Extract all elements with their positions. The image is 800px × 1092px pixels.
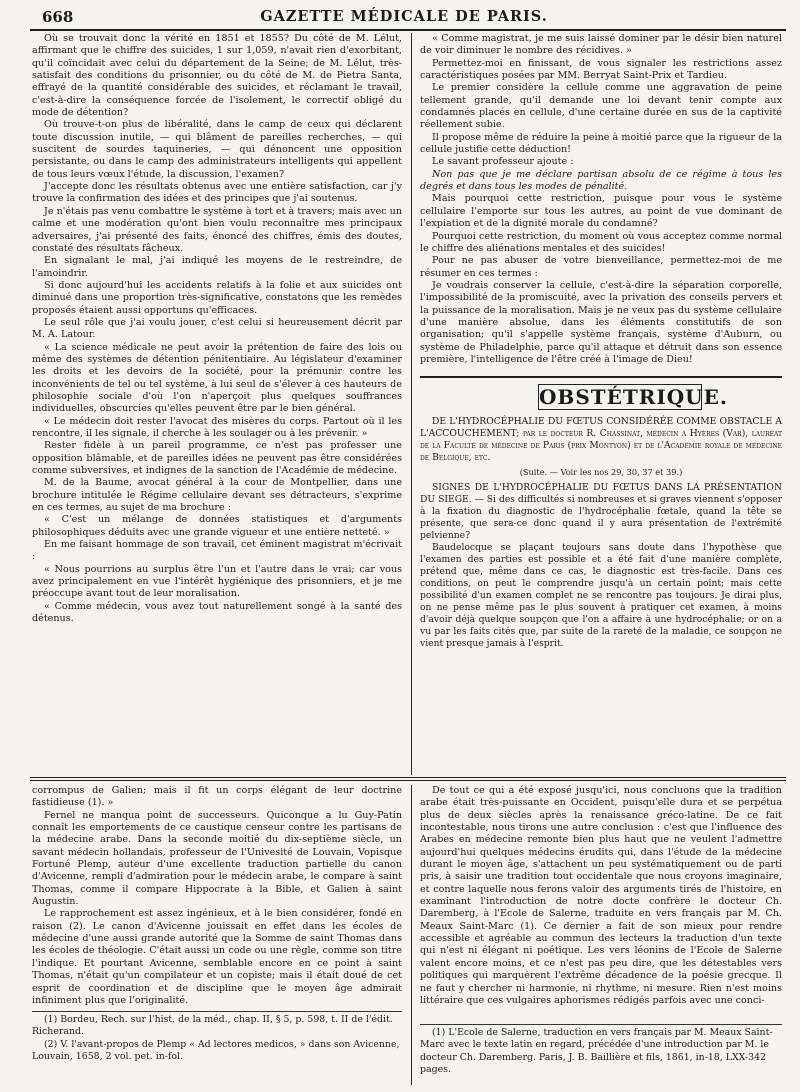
paragraph: Mais pourquoi cette restriction, puisque pour vous le système cellulaire l'emporte sur tous les autres, au point de vue dominant de l'expiation et de la dignité morale du condamné? <box>420 193 782 230</box>
quote-paragraph: « La science médicale ne peut avoir la prétention de faire des lois ou même des systèmes de détention pénitentiaire. Au législateur d'examiner les droits et les devoirs de la société, pour la prémunir contre les inconvénients de tel ou tel système, à lui seul de s'élever à ces hauteurs de philosophie sociale d'où l'on n'aperçoit plus quelques souffrances individuelles, obscurcies qu'elles peuvent être par le bien général. <box>32 341 402 415</box>
band-rule <box>30 777 786 778</box>
paragraph: Pour ne pas abuser de votre bienveillance, permettez-moi de me résumer en ces termes : <box>420 255 782 279</box>
paragraph: Baudelocque se plaçant toujours sans doute dans l'hypothèse que l'examen des parties est possible et a été fait d'une manière complète, prétend que, même dans ce cas, le diagnostic est très-facile. Dans ces conditions, on peut le comprendre jusqu'à un certain point; mais cette possibilité d'un examen complet ne se rencontre pas toujours. Je dirai plus, on ne pense même pas le plus souvent à pratiquer cet examen, à moins d'avoir déjà quelque soupçon que l'on a affaire à une hydrocéphalie; or on a vu par les faits cités que, par suite de la rareté de la maladie, ce soupçon ne vient presque jamais à l'esprit. <box>420 542 782 650</box>
paragraph: corrompus de Galien; mais il fit un corps élégant de leur doctrine fastidieuse (1). » <box>32 785 402 809</box>
paragraph: Je voudrais conserver la cellule, c'est-à-dire la séparation corporelle, l'impossibilité de la promiscuité, avec la privation des conseils pervers et la puissance de la moralisation. Mais je ne veux pas du système cellulaire d'une manière absolue, dans les éléments constitutifs de son organisation; qu'il s'appelle système français, système d'Auburn, ou système de Philadelphie, parce qu'il attaque et détruit dans son essence première, l'intelligence de l'être créé à l'image de Dieu! <box>420 279 782 365</box>
footnotes-right <box>420 1027 782 1076</box>
paragraph: Fernel ne manqua point de successeurs. Quiconque a lu Guy-Patin connaît les emportements de ce caustique censeur contre les partisans de la médecine arabe. Dans la seconde moitié du dix-septième siècle, un savant médecin hollandais, professeur de l'Univesité de Louvain, Vopisque Fortuné Plemp, auteur d'une excellente traduction partielle du canon d'Avicenne, rempli d'admiration pour le médecin arabe, le compare à saint Thomas, comme il compare Hippocrate à la Bible, et Galien à saint Augustin. <box>32 809 402 908</box>
paragraph: M. de la Baume, avocat général à la cour de Montpellier, dans une brochure intitulée le Régime cellulaire devant ses détracteurs, s'exprime en ces termes, au sujet de ma brochure : <box>32 477 402 514</box>
footnote: (2) V. l'avant-propos de Plemp « Ad lectores medicos, » dans son Avicenne, Louvain, 1658, 2 vol. pet. in-fol. <box>32 1038 400 1062</box>
footnote: (1) Bordeu, Rech. sur l'hist. de la méd., chap. II, § 5, p. 598, t. II de l'édit. Richerand. <box>32 1014 393 1038</box>
paragraph: Pourquoi cette restriction, du moment où vous acceptez comme normal le chiffre des aliénations mentales et des suicides! <box>420 230 782 254</box>
footnote-rule <box>420 1024 782 1025</box>
paragraph: Si donc aujourd'hui les accidents relatifs à la folie et aux suicides ont diminué dans une proportion très-significative, constatons que les remèdes proposés étaient aussi opportuns qu'efficaces. <box>32 279 402 316</box>
top-left-column <box>32 33 402 773</box>
header-rule <box>30 29 786 31</box>
section-title: OBSTÉTRIQUE. <box>539 384 728 409</box>
paragraph: Non pas que je me déclare partisan absolu de ce régime à tous les degrés et dans tous les modes de pénalité. <box>420 168 782 193</box>
article-title: DE L'HYDROCÉPHALIE DU FŒTUS CONSIDÉRÉE COMME OBSTACLE A L'ACCOUCHEMENT; par le docteur R. Chassinat, médecin à Hyères (Var), lauréat de la Faculté de médecine de Paris (prix Montyon) et de l'Académie royale de médecine de Belgique, etc. <box>420 415 782 463</box>
footnote: (1) L'Ecole de Salerne, traduction en vers français par M. Meaux Saint-Marc avec le texte latin en regard, précédée d'une introduction par M. le docteur Ch. Daremberg. Paris, J. B. Baillière et fils, 1861, in-18, LXX-342 pages. <box>420 1027 773 1075</box>
section-rule <box>420 376 782 377</box>
paragraph: Rester fidèle à un pareil programme, ce n'est pas professer une opposition blâmable, et de pareilles idées ne peuvent pas être considérées comme subversives, et indignes de la sanction de l'Académie de médecine. <box>32 440 402 477</box>
quote-paragraph: « C'est un mélange de données statistiques et d'arguments philosophiques déduits avec une grande vigueur et une entière netteté. » <box>32 514 402 538</box>
page-number: 668 <box>42 8 74 26</box>
paragraph: « Comme magistrat, je me suis laissé dominer par le désir bien naturel de voir diminuer le nombre des récidives. » <box>420 33 782 57</box>
paragraph: SIGNES DE L'HYDROCÉPHALIE DU FŒTUS DANS LA PRÉSENTATION DU SIEGE. — Si des difficultés si nombreuses et si graves viennent s'opposer à la fixation du diagnostic de l'hydrocéphalie fœtale, quand la tête se présente, que sera-ce donc quand il y aura présentation de l'extrémité pelvienne? <box>420 481 782 542</box>
quote-paragraph: « Comme médecin, vous avez tout naturellement songé à la santé des détenus. <box>32 600 402 625</box>
paragraph: Je n'étais pas venu combattre le système à tort et à travers; mais avec un calme et une modération qu'ont bien voulu reconnaître mes principaux adversaires, j'ai présenté des faits, énoncé des chiffres, émis des doutes, constaté des résultats fâcheux. <box>32 205 402 254</box>
journal-title: GAZETTE MÉDICALE DE PARIS. <box>260 8 548 25</box>
footnotes-left <box>32 1014 402 1063</box>
column-divider <box>411 33 412 775</box>
bottom-left-column <box>32 785 402 1007</box>
column-divider <box>411 785 412 1085</box>
paragraph: Le premier considère la cellule comme une aggravation de peine tellement grande, qu'il demande une loi devant tenir compte aux condamnés placés en cellule, d'une certaine durée en sus de la captivité réellement subie. <box>420 82 782 131</box>
band-rule <box>30 780 786 781</box>
quote-paragraph: « Le médecin doit rester l'avocat des misères du corps. Partout où il les rencontre, il les signale, il cherche à les soulager ou à les prévenir. » <box>32 415 402 439</box>
paragraph: De tout ce qui a été exposé jusqu'ici, nous concluons que la tradition arabe était très-puissante en Occident, puisqu'elle dura et se perpétua plus de deux siècles après la renaissance gréco-latine. De ce fait incontestable, nous tirons une autre conclusion : c'est que l'influence des Arabes en médecine remonte bien plus haut que ne veulent l'admettre aujourd'hui quelques médecins érudits qui, dans l'étude de la médecine durant le moyen âge, s'attachent un peu systématiquement ou de parti pris, à saisir une tradition tout occidentale que nous croyons imaginaire, et contre laquelle nous ferons valoir des arguments tirés de l'histoire, en examinant l'introduction de notre docte confrère le docteur Ch. Daremberg, à l'Ecole de Salerne, traduite en vers français par M. Ch. Meaux Saint-Marc (1). Ce dernier a fait de son mieux pour rendre accessible et agréable au commun des lecteurs la traduction d'un texte qui n'est ni élégant ni poétique. Les vers léonins de l'Ecole de Salerne valent encore moins, et ce n'est pas peu dire, que les détestables vers politiques qui marquèrent l'extrême décadence de la poésie grecque. Il ne faut y chercher ni harmonie, ni rhythme, ni mesure. Rien n'est moins littéraire que ces vulgaires aphorismes rédigés parfois avec une conci- <box>420 785 782 1006</box>
paragraph: Il propose même de réduire la peine à moitié parce que la rigueur de la cellule justifie cette déduction! <box>420 131 782 156</box>
footnote-rule <box>32 1011 402 1012</box>
page-header <box>22 6 786 28</box>
quote-paragraph: « Nous pourrions au surplus être l'un et l'autre dans le vrai; car vous avez principalement en vue l'intérêt hygiénique des prisonniers, et je me préoccupe avant tout de leur moralisation. <box>32 563 402 600</box>
paragraph: Le seul rôle que j'ai voulu jouer, c'est celui si heureusement décrit par M. A. Latour. <box>32 316 402 341</box>
paragraph: En signalant le mal, j'ai indiqué les moyens de le restreindre, de l'amoindrir. <box>32 255 402 279</box>
paragraph: Où trouve-t-on plus de libéralité, dans le camp de ceux qui déclarent toute discussion inutile, — qui blâment de pareilles recherches, — qui suscitent de sourdes taquineries, — qui dénoncent une opposition persistante, ou dans le camp des administrateurs intelligents qui appellent de tous leurs vœux l'étude, la discussion, l'examen? <box>32 119 402 180</box>
top-right-column <box>420 33 782 773</box>
bottom-right-column <box>420 785 782 1007</box>
paragraph: Le savant professeur ajoute : <box>432 156 574 168</box>
paragraph: Permettez-moi en finissant, de vous signaler les restrictions assez caractéristiques posées par MM. Berryat Saint-Prix et Tardieu. <box>420 57 782 82</box>
paragraph: En me faisant hommage de son travail, cet éminent magistrat m'écrivait : <box>32 539 402 563</box>
paragraph: Où se trouvait donc la vérité en 1851 et 1855? Du côté de M. Lélut, affirmant que le chiffre des suicides, 1 sur 1,059, n'avait rien d'exorbitant, qu'il coïncidait avec celui du département de la Seine; de M. Lélut, très-satisfait des conditions du prisonnier, ou du côté de M. de Pietra Santa, effrayé de la quantité considérable des suicides, et réclamant le travail, c'est-à-dire la conséquence forcée de l'isolement, le correctif obligé du mode de détention? <box>32 33 402 119</box>
continuation-note: (Suite. — Voir les nos 29, 30, 37 et 39.) <box>519 466 683 477</box>
paragraph: J'accepte donc les résultats obtenus avec une entière satisfaction, car j'y trouve la confirmation des idées et des principes que j'ai soutenus. <box>32 181 402 205</box>
paragraph: Le rapprochement est assez ingénieux, et à le bien considérer, fondé en raison (2). Le canon d'Avicenne jouissait en effet dans les écoles de médecine d'une aussi grande autorité que la Somme de saint Thomas dans les écoles de théologie. C'était aussi un code ou une règle, comme son titre l'indique. Et pourtant Avicenne, semblable encore en ce point à saint Thomas, n'était qu'un compilateur et un copiste; mais il était doué de cet esprit de coordination et de discipline que le moyen âge admirait infiniment plus que l'originalité. <box>32 908 402 1006</box>
